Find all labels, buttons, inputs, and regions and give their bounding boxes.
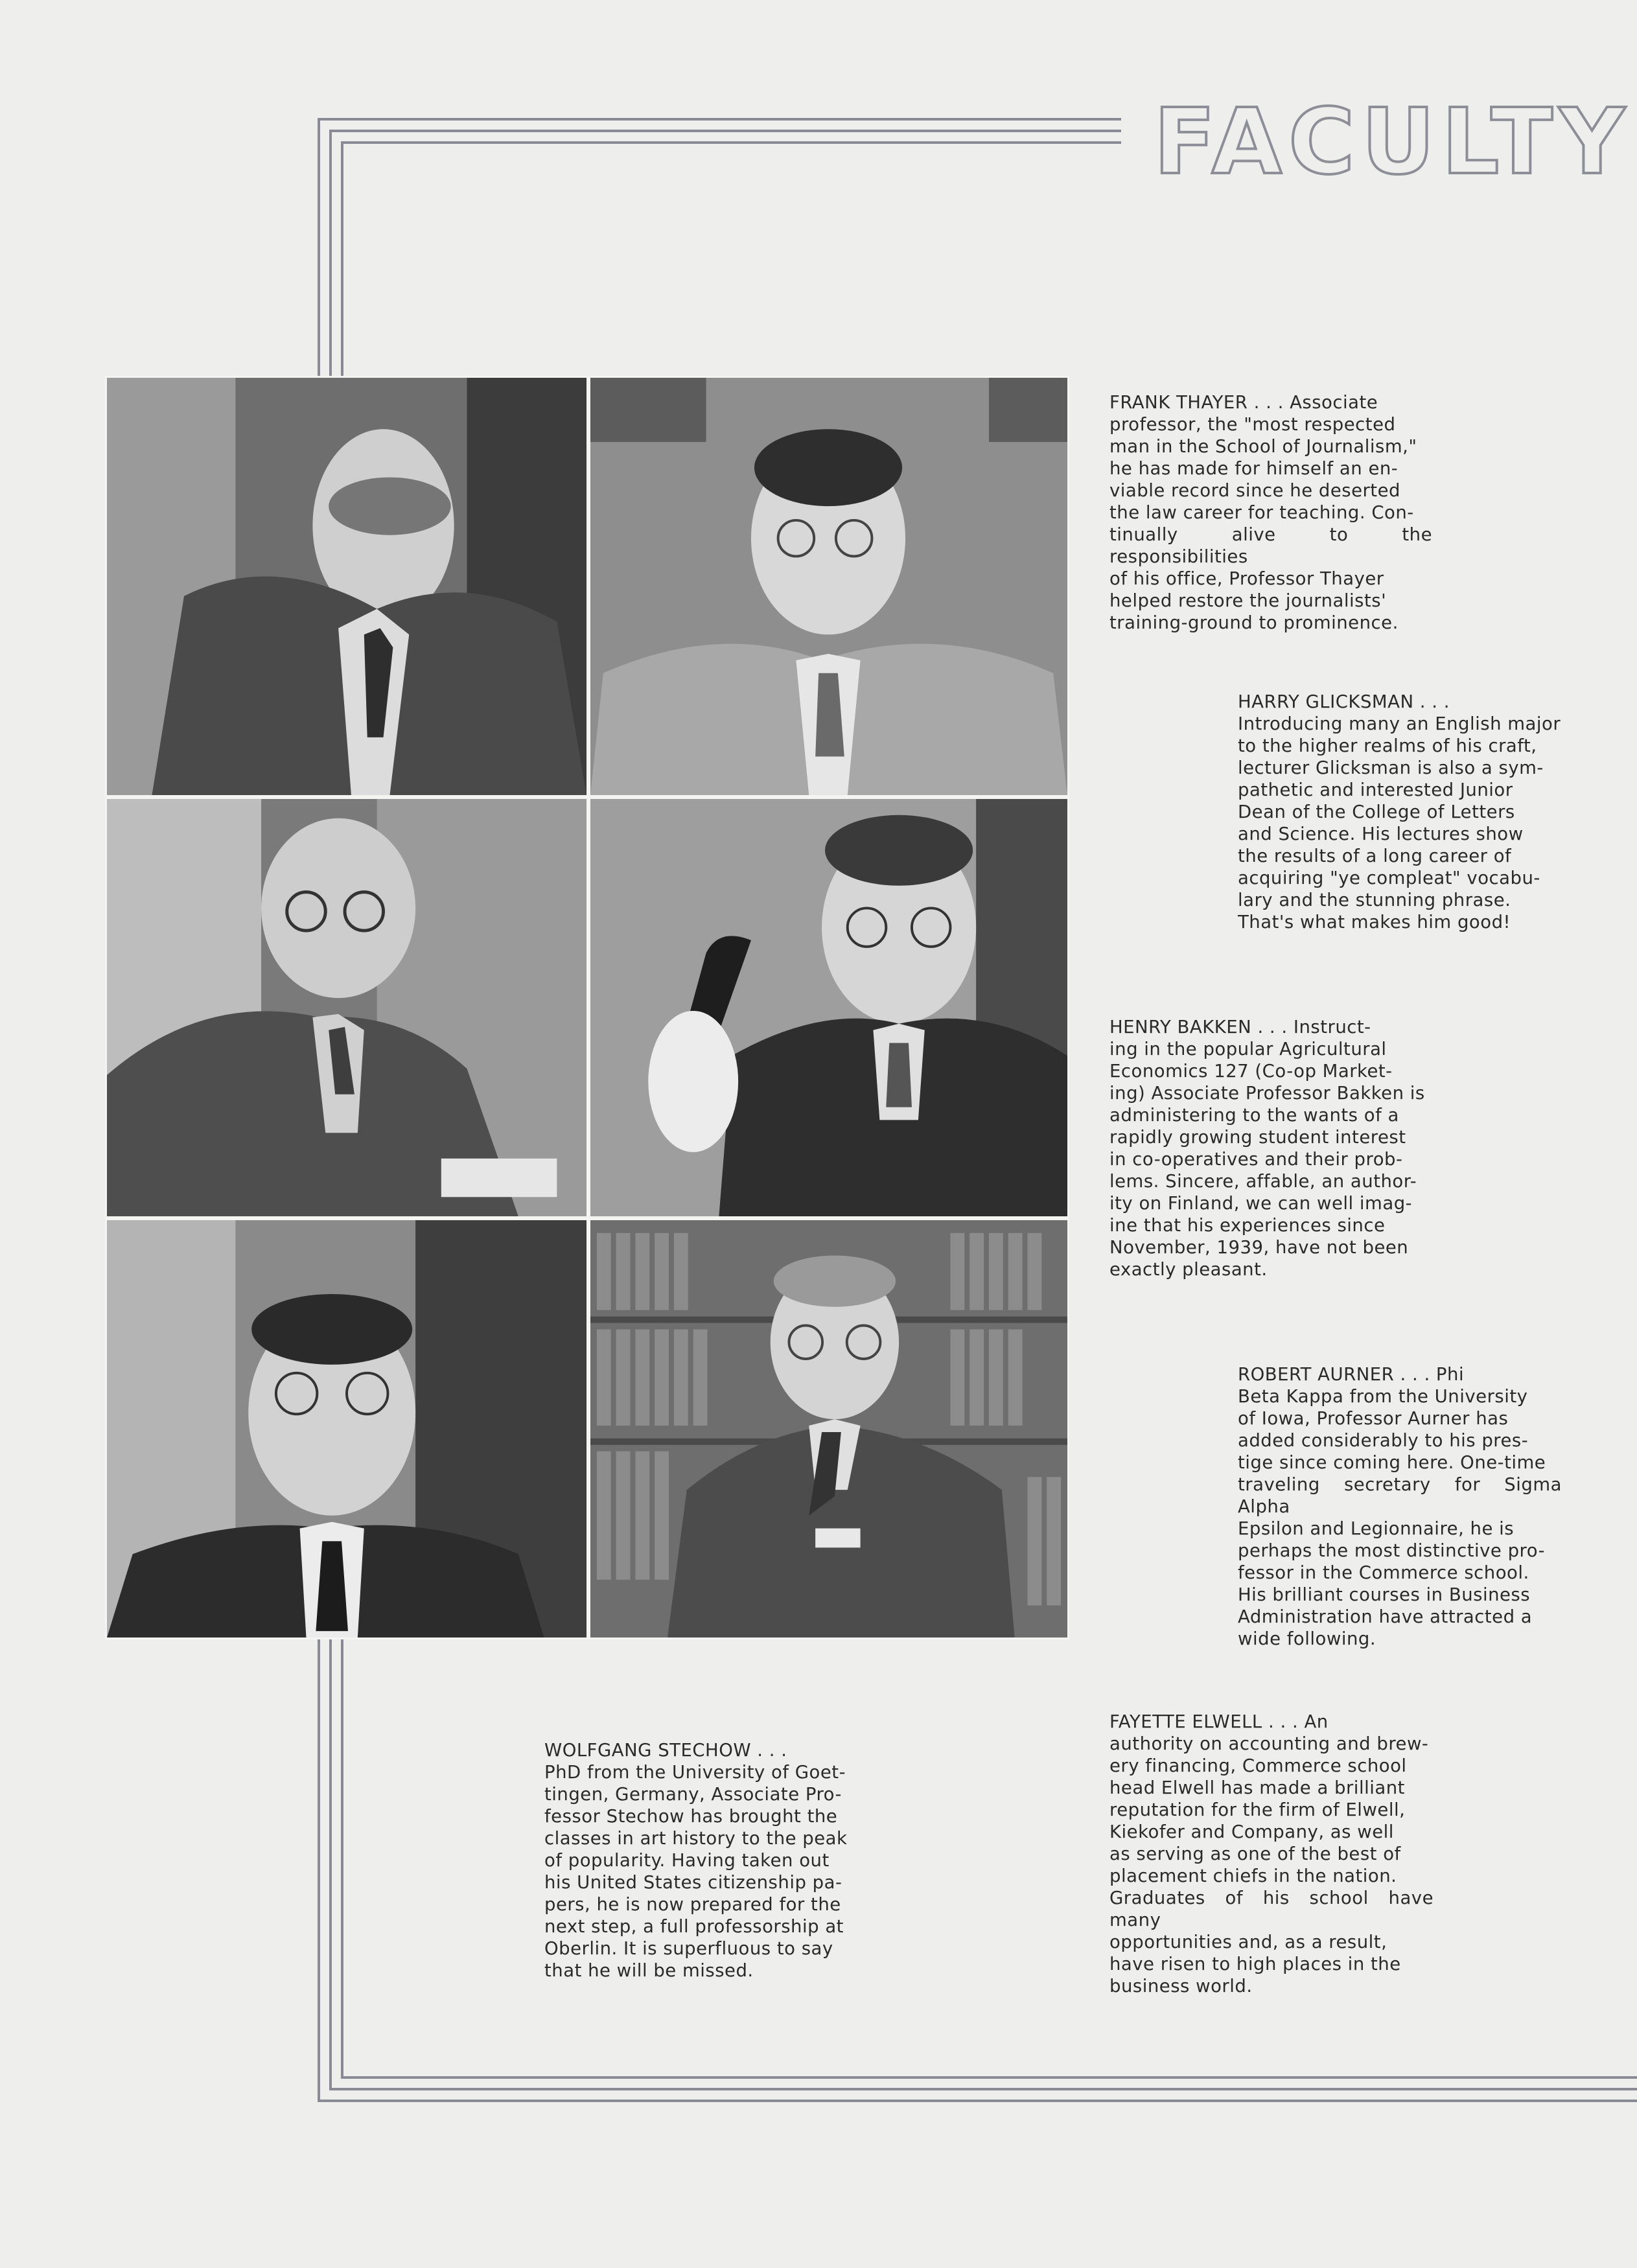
faculty-photo-4 bbox=[588, 797, 1069, 1218]
bio-line: administering to the wants of a bbox=[1109, 1105, 1399, 1126]
bio-line: wide following. bbox=[1238, 1628, 1376, 1649]
bio-line: FRANK THAYER . . . Associate bbox=[1109, 392, 1378, 413]
bio-line: ing) Associate Professor Bakken is bbox=[1109, 1083, 1425, 1104]
bio-line: Economics 127 (Co-op Market- bbox=[1109, 1061, 1393, 1082]
bio-line: his United States citizenship pa- bbox=[544, 1872, 842, 1893]
bio-line: added considerably to his pres- bbox=[1238, 1430, 1529, 1451]
bio-line: viable record since he deserted bbox=[1109, 480, 1400, 501]
bio-line: ery financing, Commerce school bbox=[1109, 1755, 1407, 1776]
bio-line: ity on Finland, we can well imag- bbox=[1109, 1193, 1413, 1214]
bio-line: lary and the stunning phrase. bbox=[1238, 890, 1511, 910]
bio-line: professor, the "most respected bbox=[1109, 414, 1396, 435]
bio-line: authority on accounting and brew- bbox=[1109, 1733, 1429, 1754]
bio-line: Introducing many an English major bbox=[1238, 713, 1561, 734]
bio-line: have risen to high places in the bbox=[1109, 1954, 1401, 1974]
frame-top-rule-3 bbox=[341, 141, 1121, 144]
bio-line: Beta Kappa from the University bbox=[1238, 1386, 1528, 1407]
frame-left-rule-2-top bbox=[329, 130, 332, 377]
faculty-photo-6 bbox=[588, 1218, 1069, 1639]
bio-line: FAYETTE ELWELL . . . An bbox=[1109, 1711, 1329, 1732]
frame-left-rule-3-top bbox=[341, 141, 343, 377]
bio-line: of popularity. Having taken out bbox=[544, 1850, 830, 1871]
bio-line: opportunities and, as a result, bbox=[1109, 1932, 1387, 1952]
bio-line: Graduates of his school have many bbox=[1109, 1888, 1434, 1930]
bio-line: exactly pleasant. bbox=[1109, 1259, 1268, 1280]
bio-line: Oberlin. It is superfluous to say bbox=[544, 1938, 833, 1959]
bio-line: pathetic and interested Junior bbox=[1238, 780, 1513, 800]
bio-line: WOLFGANG STECHOW . . . bbox=[544, 1740, 787, 1761]
bio-line: the law career for teaching. Con- bbox=[1109, 502, 1414, 523]
bio-line: of his office, Professor Thayer bbox=[1109, 568, 1384, 589]
bio-line: helped restore the journalists' bbox=[1109, 590, 1387, 611]
bio-line: HARRY GLICKSMAN . . . bbox=[1238, 691, 1450, 712]
frame-left-rule-3-bottom bbox=[341, 1638, 343, 2079]
bio-line: lecturer Glicksman is also a sym- bbox=[1238, 758, 1544, 778]
frame-left-rule-1-top bbox=[318, 118, 320, 377]
frame-left-rule-2-bottom bbox=[329, 1638, 332, 2090]
bio-line: Kiekofer and Company, as well bbox=[1109, 1822, 1394, 1842]
bio-line: placement chiefs in the nation. bbox=[1109, 1866, 1397, 1886]
bio-line: perhaps the most distinctive pro- bbox=[1238, 1540, 1546, 1561]
bio-fayette-elwell bbox=[1109, 1711, 1434, 1997]
bio-line: rapidly growing student interest bbox=[1109, 1127, 1406, 1148]
bio-line: training-ground to prominence. bbox=[1109, 612, 1399, 633]
bio-harry-glicksman bbox=[1238, 691, 1562, 933]
bio-line: he has made for himself an en- bbox=[1109, 458, 1399, 479]
bio-wolfgang-stechow bbox=[544, 1739, 868, 1982]
faculty-photo-grid bbox=[105, 376, 1069, 1639]
bio-line: traveling secretary for Sigma Alpha bbox=[1238, 1474, 1562, 1517]
bio-line: PhD from the University of Goet- bbox=[544, 1762, 846, 1783]
bio-line: ROBERT AURNER . . . Phi bbox=[1238, 1364, 1465, 1385]
bio-line: lems. Sincere, affable, an author- bbox=[1109, 1171, 1417, 1192]
bio-line: the results of a long career of bbox=[1238, 846, 1512, 866]
bio-line: classes in art history to the peak bbox=[544, 1828, 848, 1849]
bio-line: tingen, Germany, Associate Pro- bbox=[544, 1784, 842, 1805]
bio-line: in co-operatives and their prob- bbox=[1109, 1149, 1403, 1170]
bio-line: head Elwell has made a brilliant bbox=[1109, 1777, 1405, 1798]
bio-line: tige since coming here. One-time bbox=[1238, 1452, 1546, 1473]
bio-line: Administration have attracted a bbox=[1238, 1606, 1533, 1627]
frame-bottom-rule-3 bbox=[341, 2076, 1637, 2079]
bio-frank-thayer bbox=[1109, 391, 1432, 634]
frame-top-rule-1 bbox=[318, 118, 1121, 121]
frame-top-rule-2 bbox=[329, 130, 1121, 132]
bio-line: Epsilon and Legionnaire, he is bbox=[1238, 1518, 1515, 1539]
bio-line: of Iowa, Professor Aurner has bbox=[1238, 1408, 1509, 1429]
bio-line: that he will be missed. bbox=[544, 1960, 754, 1981]
bio-henry-bakken bbox=[1109, 1016, 1434, 1280]
bio-line: pers, he is now prepared for the bbox=[544, 1894, 841, 1915]
bio-line: acquiring "ye compleat" vocabu- bbox=[1238, 868, 1540, 888]
bio-robert-aurner bbox=[1238, 1363, 1562, 1650]
bio-line: ine that his experiences since bbox=[1109, 1215, 1386, 1236]
faculty-photo-2 bbox=[588, 376, 1069, 797]
bio-line: November, 1939, have not been bbox=[1109, 1237, 1409, 1258]
frame-bottom-rule-2 bbox=[329, 2088, 1637, 2090]
bio-line: and Science. His lectures show bbox=[1238, 824, 1524, 844]
bio-line: That's what makes him good! bbox=[1238, 912, 1511, 932]
faculty-photo-3 bbox=[105, 797, 588, 1218]
faculty-photo-5 bbox=[105, 1218, 588, 1639]
bio-line: business world. bbox=[1109, 1976, 1253, 1996]
bio-line: fessor in the Commerce school. bbox=[1238, 1562, 1529, 1583]
bio-line: next step, a full professorship at bbox=[544, 1916, 844, 1937]
bio-line: tinually alive to the responsibilities bbox=[1109, 524, 1432, 567]
page-heading: FACULTY bbox=[1154, 89, 1632, 195]
bio-line: Dean of the College of Letters bbox=[1238, 802, 1515, 822]
bio-line: as serving as one of the best of bbox=[1109, 1844, 1401, 1864]
frame-bottom-rule-1 bbox=[318, 2100, 1637, 2102]
bio-line: man in the School of Journalism," bbox=[1109, 436, 1417, 457]
bio-line: HENRY BAKKEN . . . Instruct- bbox=[1109, 1017, 1371, 1037]
bio-line: ing in the popular Agricultural bbox=[1109, 1039, 1387, 1059]
bio-line: reputation for the firm of Elwell, bbox=[1109, 1799, 1406, 1820]
faculty-photo-1 bbox=[105, 376, 588, 797]
bio-line: to the higher realms of his craft, bbox=[1238, 735, 1537, 756]
bio-line: His brilliant courses in Business bbox=[1238, 1584, 1531, 1605]
bio-line: fessor Stechow has brought the bbox=[544, 1806, 838, 1827]
frame-left-rule-1-bottom bbox=[318, 1638, 320, 2102]
